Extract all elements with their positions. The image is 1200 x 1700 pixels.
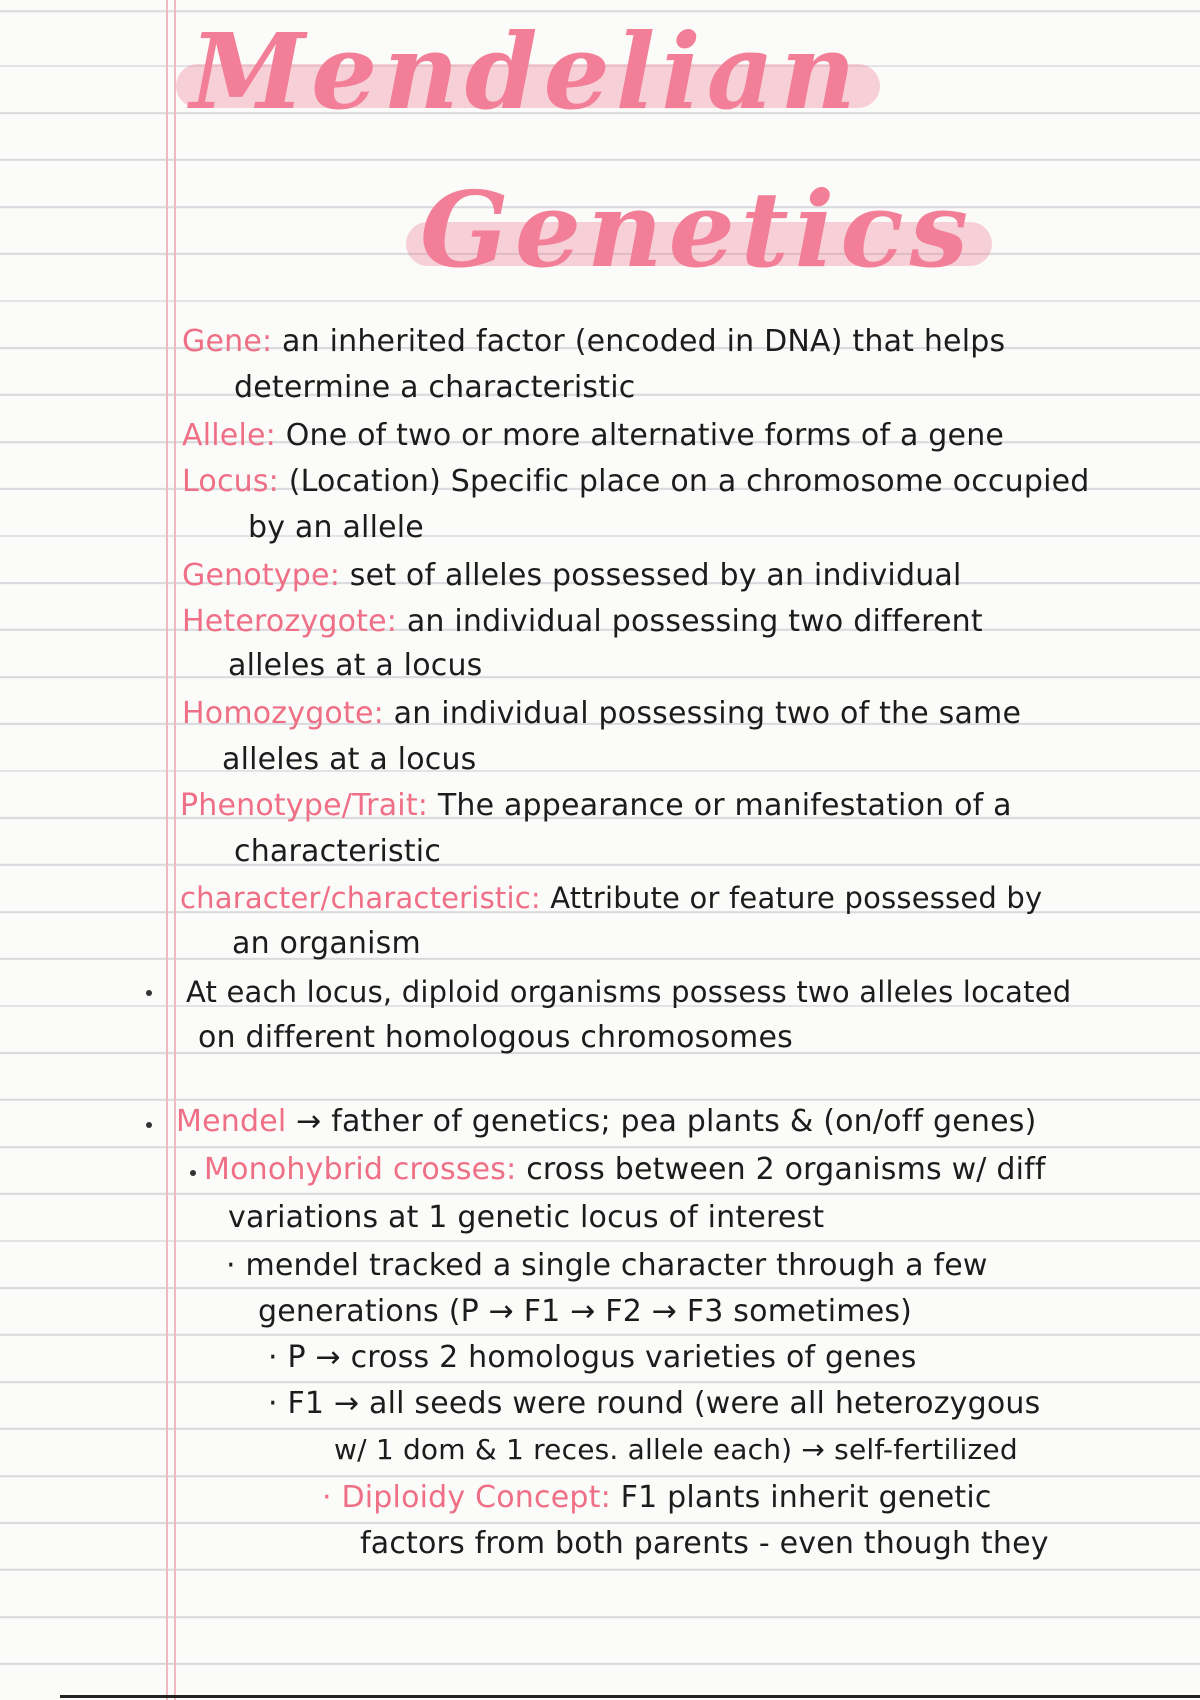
- definition-heterozygote: [182, 602, 983, 642]
- f1-line2: w/ 1 dom & 1 reces. allele each) → self-fertilized: [334, 1433, 1018, 1466]
- definition-text: One of two or more alternative forms of a gene: [285, 418, 1005, 453]
- term-label: Mendel: [176, 1104, 287, 1139]
- term-label: Heterozygote:: [182, 604, 398, 639]
- p-generation-line: · P → cross 2 homologus varieties of genes: [268, 1340, 917, 1375]
- title-line-1: Mendelian: [190, 10, 862, 133]
- definition-text: an individual possessing two of the same: [393, 696, 1022, 731]
- bullet-dot: [190, 1170, 196, 1176]
- definition-homozygote-cont: alleles at a locus: [222, 742, 477, 777]
- bottom-rule: [60, 1695, 1200, 1698]
- definition-character: [180, 878, 1042, 918]
- definition-locus-cont: by an allele: [248, 510, 424, 545]
- title-line-2: Genetics: [420, 168, 975, 291]
- mendel-line: [176, 1102, 1037, 1142]
- term-label: Locus:: [182, 464, 279, 499]
- definition-phenotype: [180, 786, 1012, 826]
- term-label: Homozygote:: [182, 696, 384, 731]
- definition-homozygote: [182, 694, 1021, 734]
- term-label: Gene:: [182, 324, 273, 359]
- term-label: Phenotype/Trait:: [180, 788, 429, 823]
- f1-line1: · F1 → all seeds were round (were all heterozygous: [268, 1386, 1041, 1421]
- definition-text: Attribute or feature possessed by: [550, 881, 1043, 915]
- diploidy-line: [322, 1478, 992, 1518]
- tracked-line1: · mendel tracked a single character through a few: [226, 1248, 988, 1283]
- term-label: Allele:: [182, 418, 276, 453]
- diploidy-text: F1 plants inherit genetic: [620, 1480, 992, 1515]
- bullet-dot: [146, 990, 152, 996]
- definition-text: The appearance or manifestation of a: [437, 788, 1012, 823]
- definition-locus: [182, 462, 1090, 502]
- monohybrid-text: cross between 2 organisms w/ diff: [526, 1152, 1046, 1187]
- definition-phenotype-cont: characteristic: [234, 834, 442, 869]
- term-label: character/characteristic:: [180, 881, 541, 915]
- bullet-dot: [146, 1122, 152, 1128]
- term-label: · Diploidy Concept:: [322, 1480, 611, 1515]
- definition-allele: [182, 416, 1004, 456]
- definition-text: (Location) Specific place on a chromosome occupied: [288, 464, 1090, 499]
- definition-heterozygote-cont: alleles at a locus: [228, 648, 483, 683]
- diploidy-cont: factors from both parents - even though they: [360, 1526, 1049, 1561]
- locus-note-line2: on different homologous chromosomes: [198, 1020, 793, 1055]
- monohybrid-cont: variations at 1 genetic locus of interest: [228, 1200, 825, 1235]
- tracked-line2: generations (P → F1 → F2 → F3 sometimes): [258, 1294, 913, 1329]
- definition-genotype: [182, 556, 962, 596]
- monohybrid-line: [204, 1150, 1046, 1190]
- definition-text: set of alleles possessed by an individual: [349, 558, 962, 593]
- term-label: Monohybrid crosses:: [204, 1152, 517, 1187]
- definition-text: an individual possessing two different: [406, 604, 983, 639]
- definition-text: an inherited factor (encoded in DNA) that helps: [282, 324, 1006, 359]
- definition-gene-cont: determine a characteristic: [234, 370, 636, 405]
- locus-note-line1: At each locus, diploid organisms possess two alleles located: [186, 975, 1072, 1009]
- definition-character-cont: an organism: [232, 926, 421, 961]
- term-label: Genotype:: [182, 558, 340, 593]
- mendel-text: → father of genetics; pea plants & (on/off genes): [296, 1104, 1037, 1139]
- definition-gene: [182, 322, 1005, 362]
